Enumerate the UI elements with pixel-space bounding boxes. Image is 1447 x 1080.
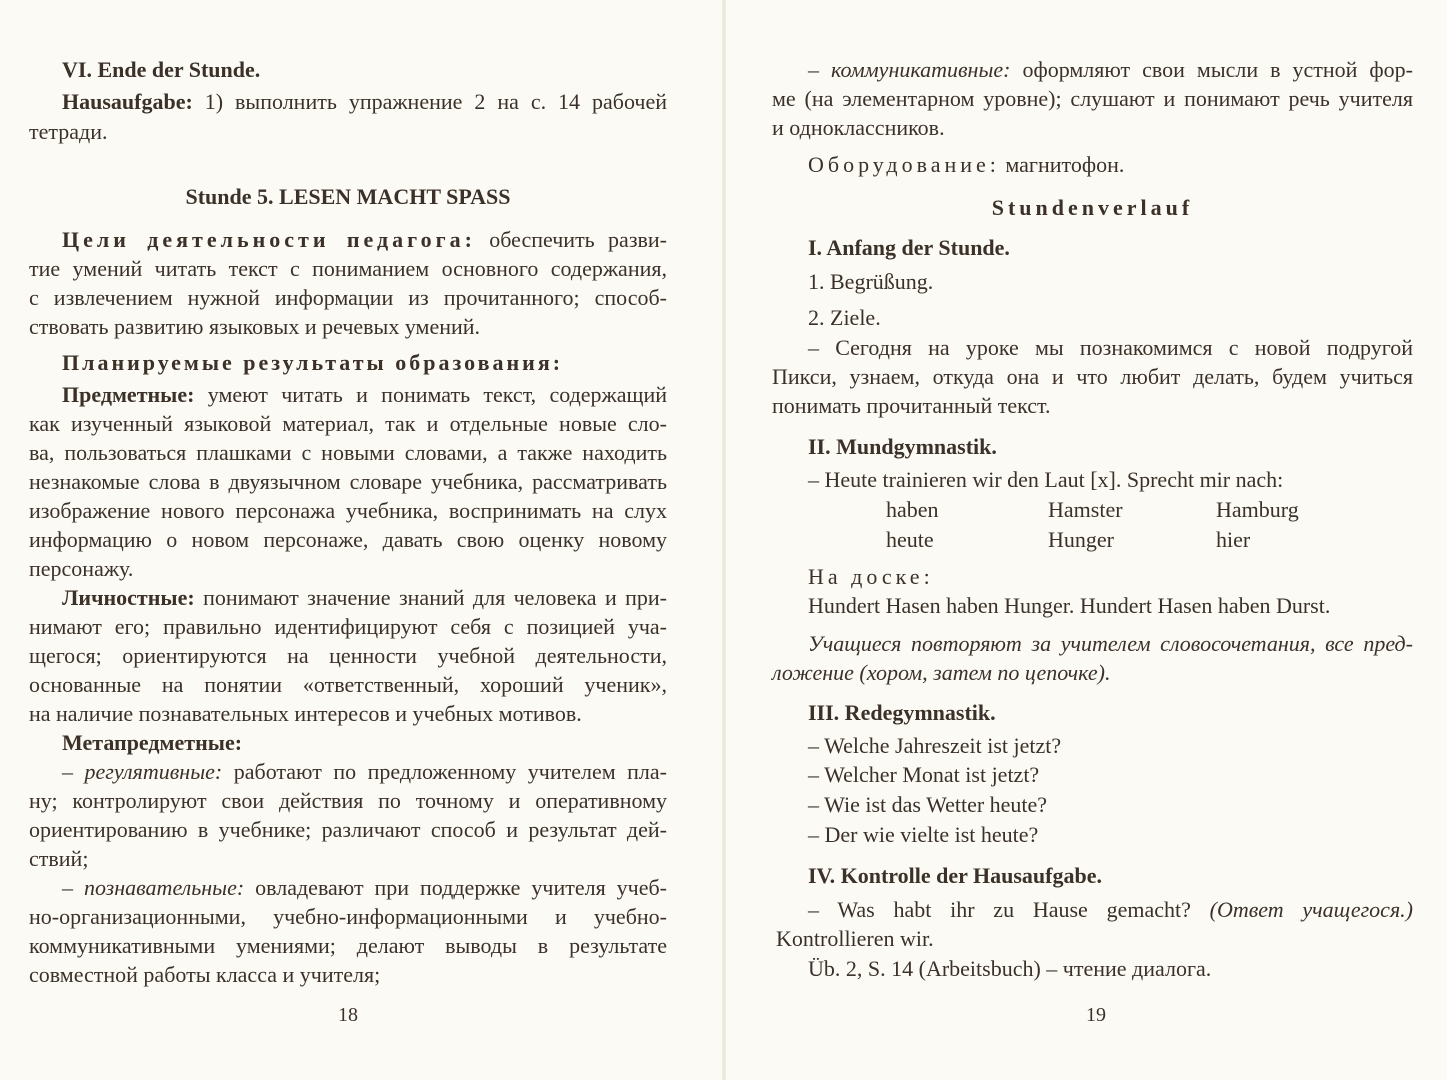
personal-line-4: на наличие познавательных интересов и учебных мотивов. (29, 701, 582, 726)
lesson-title: Stunde 5. LESEN MACHT SPASS (185, 184, 511, 209)
homework-line (62, 88, 667, 116)
regulative-line-2: ориентированию в учебнике; различают способ и результат дей- (29, 817, 667, 842)
communicative-line (808, 56, 1413, 84)
question-item: – Der wie vielte ist heute? (808, 822, 1039, 847)
exercise-line: Üb. 2, S. 14 (Arbeitsbuch) – чтение диалога. (808, 956, 1212, 981)
meta-label: Метапредметные: (62, 730, 243, 755)
planned-results-heading: Планируемые результаты образования: (62, 350, 564, 375)
goals-line-3: ствовать развитию языковых и речевых умений. (29, 314, 481, 339)
cognitive-line-3: совместной работы класса и учителя; (29, 962, 381, 987)
section3-heading: III. Redegymnastik. (808, 700, 996, 725)
question-item: – Welcher Monat ist jetzt? (808, 762, 1040, 787)
communicative-line-2: и одноклассников. (772, 115, 945, 140)
cognitive-label: – познавательные: (62, 875, 245, 900)
check-answer: (Ответ учащегося.) (1209, 897, 1413, 922)
word-cell: haben (886, 497, 939, 522)
homework-text: 1) выполнить упражнение 2 на с. 14 рабочей (192, 89, 667, 114)
goals-line-1: тие умений читать текст с пониманием основного содержания, (29, 256, 667, 281)
goals-text: обеспечить разви- (475, 227, 667, 252)
word-cell: Hamster (1048, 497, 1123, 522)
repeat-line-2: ложение (хором, затем по цепочке). (772, 660, 1111, 685)
page-number-left: 18 (338, 1004, 358, 1026)
personal-line-1: нимают его; правильно идентифицируют себя с позицией уча- (29, 614, 667, 639)
word-cell: heute (886, 527, 934, 552)
personal-line-2: щегося; ориентируются на ценности учебной деятельности, (29, 643, 667, 668)
homework-label: Hausaufgabe: (62, 89, 193, 114)
intro-line-2: Пикси, узнаем, откуда она и что любит делать, будем учиться (772, 364, 1413, 389)
goals-label: Цели деятельности педагога: (62, 227, 476, 252)
personal-text: понимают значение знаний для человека и при- (194, 585, 667, 610)
question-item: – Welche Jahreszeit ist jetzt? (808, 733, 1062, 758)
section4-heading: IV. Kontrolle der Hausaufgabe. (808, 863, 1102, 888)
intro-line-1: – Сегодня на уроке мы познакомимся с новой подругой (808, 335, 1413, 360)
goals-line (62, 226, 667, 254)
greeting-item: 1. Begrüßung. (808, 269, 934, 294)
subject-line-5: информацию о новом персонаже, давать свою оценку новому (29, 527, 667, 552)
subject-line-6: персонажу. (29, 556, 134, 581)
communicative-label: – коммуникативные: (808, 57, 1011, 82)
personal-line-3: основанные на понятии «ответственный, хороший ученик», (29, 672, 667, 697)
lesson-flow-heading: Stundenverlauf (991, 195, 1194, 220)
page-number-right: 19 (1086, 1004, 1106, 1026)
cognitive-line-1: но-организационными, учебно-информационными и учебно- (29, 904, 667, 929)
regulative-label: – регулятивные: (62, 759, 223, 784)
communicative-text: оформляют свои мысли в устной фор- (1010, 57, 1413, 82)
repeat-line-1: Учащиеся повторяют за учителем словосочетания, все пред- (808, 631, 1413, 656)
check-question: – Was habt ihr zu Hause gemacht? (808, 897, 1191, 922)
subject-line-3: незнакомые слова в двуязычном словаре учебника, рассматривать (29, 469, 667, 494)
board-text: Hundert Hasen haben Hunger. Hundert Hasen haben Durst. (808, 593, 1331, 618)
word-cell: Hunger (1048, 527, 1114, 552)
personal-line (62, 584, 667, 612)
personal-label: Личностные: (62, 585, 195, 610)
homework-text-cont: тетради. (29, 119, 108, 144)
equipment-text: магнитофон. (999, 152, 1125, 177)
right-page (724, 0, 1447, 1080)
subject-label: Предметные: (62, 382, 195, 407)
board-label: На доске: (808, 564, 934, 589)
cognitive-line (62, 874, 667, 902)
word-cell: hier (1216, 527, 1251, 552)
section1-heading: I. Anfang der Stunde. (808, 235, 1010, 260)
subject-line-2: ва, пользоваться плашками с новыми словами, а также находить (29, 440, 667, 465)
subject-line (62, 381, 667, 409)
subject-line-1: как изученный языковой материал, так и отдельные новые сло- (29, 411, 667, 436)
mund-instruction: – Heute trainieren wir den Laut [x]. Sprecht mir nach: (808, 467, 1284, 492)
equipment-line (808, 151, 1124, 179)
regulative-line-1: ну; контролируют свои действия по точному и оперативному (29, 788, 667, 813)
check-line-2: Kontrollieren wir. (776, 926, 934, 951)
section2-heading: II. Mundgymnastik. (808, 434, 997, 459)
regulative-line-3: ствий; (29, 846, 89, 871)
section-end-heading: VI. Ende der Stunde. (62, 57, 261, 82)
check-line (808, 896, 1413, 924)
communicative-line-1: ме (на элементарном уровне); слушают и понимают речь учителя (772, 86, 1413, 111)
regulative-text: работают по предложенному учителем пла- (222, 759, 668, 784)
regulative-line (62, 758, 667, 786)
intro-line-3: понимать прочитанный текст. (772, 393, 1051, 418)
question-item: – Wie ist das Wetter heute? (808, 792, 1048, 817)
cognitive-line-2: коммуникативными умениями; делают выводы в результате (29, 933, 667, 958)
subject-text: умеют читать и понимать текст, содержащий (194, 382, 667, 407)
subject-line-4: изображение нового персонажа учебника, воспринимать на слух (29, 498, 667, 523)
word-cell: Hamburg (1216, 497, 1299, 522)
goals-line-2: с извлечением нужной информации из прочитанного; способ- (29, 285, 667, 310)
goals-item: 2. Ziele. (808, 305, 881, 330)
cognitive-text: овладевают при поддержке учителя учеб- (244, 875, 667, 900)
equipment-label: Оборудование: (808, 152, 1000, 177)
